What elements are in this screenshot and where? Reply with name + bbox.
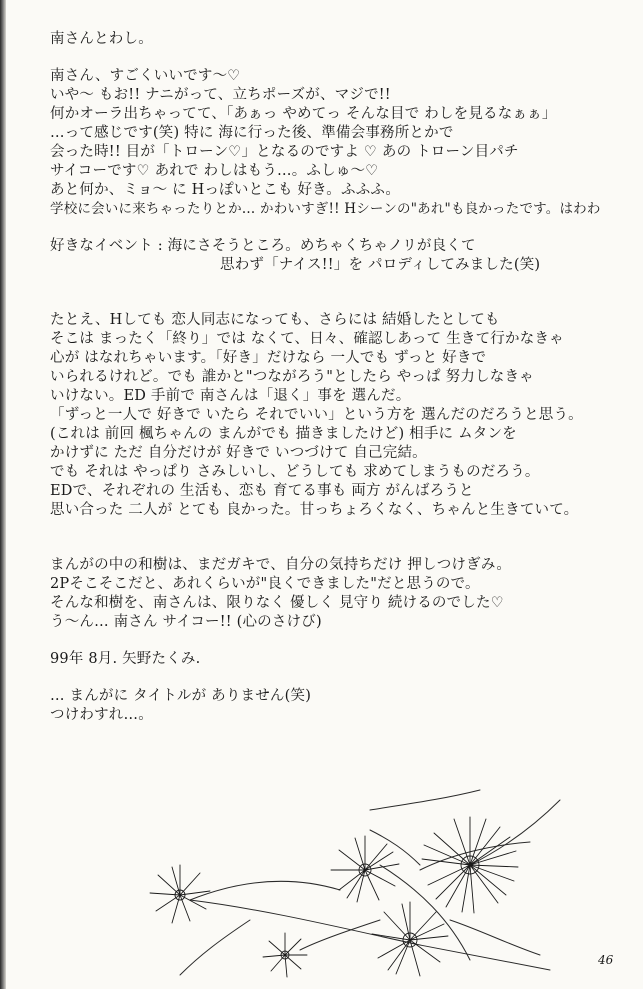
- text-line: 学校に会いに来ちゃったりとか… かわいすぎ!! Hシーンの"あれ"も良かったです。はわわ: [50, 201, 601, 217]
- text-line: つけわすれ…。: [50, 707, 153, 723]
- text-line: EDで、それぞれの 生活も、恋も 育てる事も 両方 がんばろうと: [50, 483, 474, 499]
- paragraph-reflection: [50, 311, 630, 520]
- text-line: … まんがに タイトルが ありません(笑): [50, 688, 312, 704]
- postscript: [50, 687, 630, 725]
- event-line: 好きなイベント : 海にさそうところ。めちゃくちゃノリが良くて: [50, 238, 476, 254]
- paragraph-praise: [50, 67, 630, 219]
- text-line: う〜ん… 南さん サイコー!! (心のさけび): [50, 614, 322, 630]
- text-line: 南さん、すごくいいです〜♡: [50, 68, 241, 84]
- favorite-event: [50, 237, 630, 275]
- text-line: いられるけれど。でも 誰かと"つながろう"としたら やっぱ 努力しなきゃ: [50, 369, 534, 385]
- text-line: いけない。ED 手前で 南さんは「退く」事を 選んだ。: [50, 388, 411, 404]
- event-line: 思わず「ナイス!!」を パロディしてみました(笑): [220, 257, 541, 273]
- text-line: (これは 前回 楓ちゃんの まんがでも 描きましたけど) 相手に ムタンを: [50, 426, 517, 442]
- text-line: 何かオーラ出ちゃってて、「あぁっ やめてっ そんな目で わしを見るなぁぁ」: [50, 106, 557, 122]
- page-number: 46: [598, 953, 614, 967]
- text-line: まんがの中の和樹は、まだガキで、自分の気持ちだけ 押しつけぎみ。: [50, 557, 512, 573]
- text-line: いや〜 もお!! ナニがって、立ちポーズが、マジで!!: [50, 87, 391, 103]
- text-line: 心が はなれちゃいます。「好き」だけなら 一人でも ずっと 好きで: [50, 350, 487, 366]
- text-line: あと何か、ミョ〜 に Hっぽいとこも 好き。ふふふ。: [50, 182, 401, 198]
- paragraph-kazuki: [50, 556, 630, 632]
- text-line: 思い合った 二人が とても 良かった。甘っちょろくなく、ちゃんと生きていて。: [50, 502, 579, 518]
- page-title: 南さんとわし。: [50, 31, 153, 47]
- text-line: 2Pそこそこだと、あれくらいが"良くできました"だと思うので。: [50, 576, 480, 592]
- text-line: たとえ、Hしても 恋人同志になっても、さらには 結婚したとしても: [50, 312, 500, 328]
- text-line: 会った時!! 目が「トローン♡」となるのですよ ♡ あの トローン目パチ: [50, 144, 519, 160]
- flower-sketch-icon: [120, 770, 590, 985]
- text-line: そんな和樹を、南さんは、限りなく 優しく 見守り 続けるのでした♡: [50, 595, 504, 611]
- text-line: でも それは やっぱり さみしいし、どうしても 求めてしまうものだろう。: [50, 464, 540, 480]
- text-line: …って感じです(笑) 特に 海に行った後、準備会事務所とかで: [50, 125, 454, 141]
- text-line: 「ずっと一人で 好きで いたら それでいい」という方を 選んだのだろうと思う。: [50, 407, 583, 423]
- text-line: そこは まったく「終り」では なくて、日々、確認しあって 生きて行かなきゃ: [50, 331, 564, 347]
- signature: 99年 8月. 矢野たくみ.: [50, 651, 201, 667]
- handwritten-text-block: [50, 30, 630, 725]
- text-line: かけずに ただ 自分だけが 好きで いつづけて 自己完結。: [50, 445, 427, 461]
- text-line: サイコーです♡ あれで わしはもう…。ふしゅ〜♡: [50, 163, 379, 179]
- page-gutter: [0, 0, 6, 989]
